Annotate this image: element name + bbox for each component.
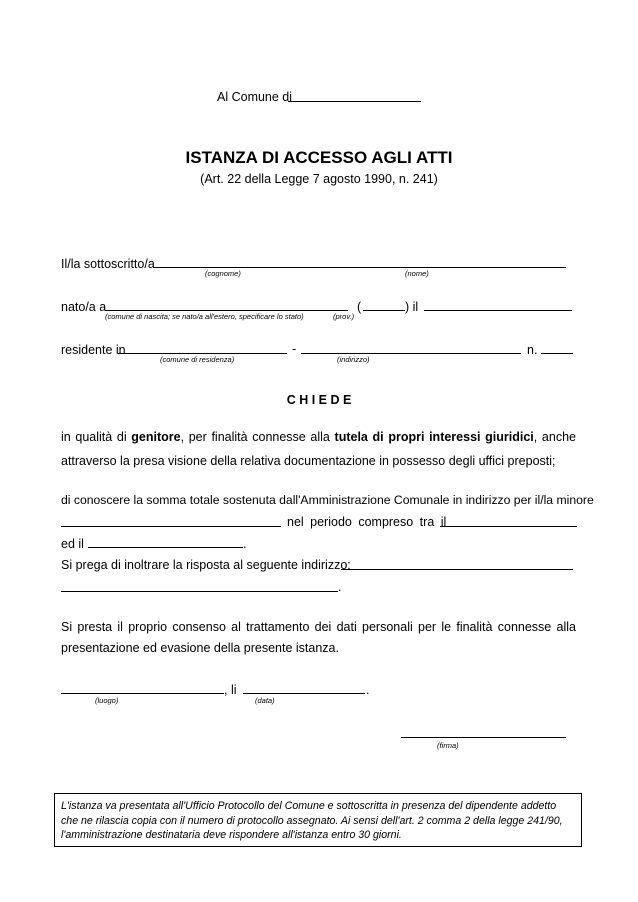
addressee-label: Al Comune di: [217, 90, 293, 104]
li-label: , li: [224, 683, 237, 697]
indirizzo-caption: (indirizzo): [337, 355, 370, 364]
data-period: .: [366, 683, 370, 697]
paragraph-qualita-line2: attraverso la presa visione della relativa documentazione in possesso degli uffici preposti;: [61, 454, 556, 468]
chiede-heading: C H I E D E: [286, 393, 352, 407]
nome-caption: (nome): [405, 269, 429, 278]
p1-text-a: in qualità di: [61, 430, 132, 444]
sottoscritto-label: Il/la sottoscritto/a: [61, 257, 155, 271]
data-inizio-field-line[interactable]: [440, 526, 577, 527]
data-field-line[interactable]: [243, 693, 365, 694]
luogo-caption: (luogo): [95, 696, 119, 705]
consent-line2: presentazione ed evasione della presente istanza.: [61, 641, 339, 655]
paragraph-somma-line1: di conoscere la somma totale sostenuta dall'Amministrazione Comunale in indirizzo per il/la minore: [61, 493, 594, 507]
comune-residenza-caption: (comune di residenza): [160, 355, 235, 364]
cognome-nome-field-line[interactable]: [153, 267, 566, 268]
luogo-field-line[interactable]: [61, 693, 224, 694]
notice-text: [61, 799, 563, 843]
consent-line1: Si presta il proprio consenso al trattamento dei dati personali per le finalità connesse alla: [61, 620, 576, 634]
address-dash: -: [292, 342, 297, 356]
cognome-caption: (cognome): [205, 269, 241, 278]
paragraph-qualita-line1: [61, 429, 576, 445]
numero-field-line[interactable]: [541, 353, 573, 354]
numero-label: n.: [527, 343, 538, 357]
firma-caption: (firma): [437, 741, 459, 750]
minore-field-line[interactable]: [61, 526, 281, 527]
ed-il-label: ed il: [61, 537, 84, 551]
prov-open-paren: (: [357, 300, 362, 314]
page-subtitle: (Art. 22 della Legge 7 agosto 1990, n. 241): [200, 172, 438, 186]
indirizzo-risposta-field-line-2[interactable]: [61, 591, 338, 592]
prov-field-line[interactable]: [363, 310, 405, 311]
p1-text-c: , anche: [533, 430, 576, 444]
firma-field-line[interactable]: [401, 737, 566, 738]
notice-line1: L'istanza va presentata all'Ufficio Protocollo del Comune e sottoscritta in presenza del dipendente addetto: [61, 800, 557, 812]
prov-caption: (prov.): [333, 312, 355, 321]
indirizzo-risposta-field-line-1[interactable]: [341, 569, 573, 570]
prov-close-il: ) il: [405, 300, 419, 314]
p1-bold-genitore: genitore: [131, 430, 181, 444]
notice-line2: che ne rilascia copia con il numero di protocollo assegnato. Ai sensi dell'art. 2 comma 2 della legge 241/90,: [61, 814, 563, 827]
comune-field-line[interactable]: [288, 101, 421, 102]
nato-label: nato/a a: [61, 300, 107, 314]
data-nascita-field-line[interactable]: [424, 310, 572, 311]
data-fine-field-line[interactable]: [88, 547, 243, 548]
comune-residenza-field-line[interactable]: [118, 353, 287, 354]
indirizzo-field-line[interactable]: [301, 353, 521, 354]
p1-bold-tutela: tutela di propri interessi giuridici: [334, 430, 534, 444]
residente-label: residente in: [61, 343, 126, 357]
indirizzo-risposta-period: .: [338, 580, 342, 594]
comune-nascita-caption: (comune di nascita; se nato/a all'estero, specificare lo stato): [105, 312, 304, 321]
periodo-label: nel periodo compreso tra il: [287, 515, 447, 529]
data-caption: (data): [255, 696, 275, 705]
data-fine-period: .: [243, 537, 247, 551]
page-title: ISTANZA DI ACCESSO AGLI ATTI: [185, 148, 453, 167]
notice-line3: l'amministrazione destinataria deve rispondere all'istanza entro 30 giorni.: [61, 829, 402, 841]
indirizzo-risposta-label: Si prega di inoltrare la risposta al seguente indirizzo:: [61, 558, 351, 572]
p1-text-b: , per finalità connesse alla: [180, 430, 335, 444]
notice-box: [54, 793, 582, 847]
comune-nascita-field-line[interactable]: [105, 310, 348, 311]
